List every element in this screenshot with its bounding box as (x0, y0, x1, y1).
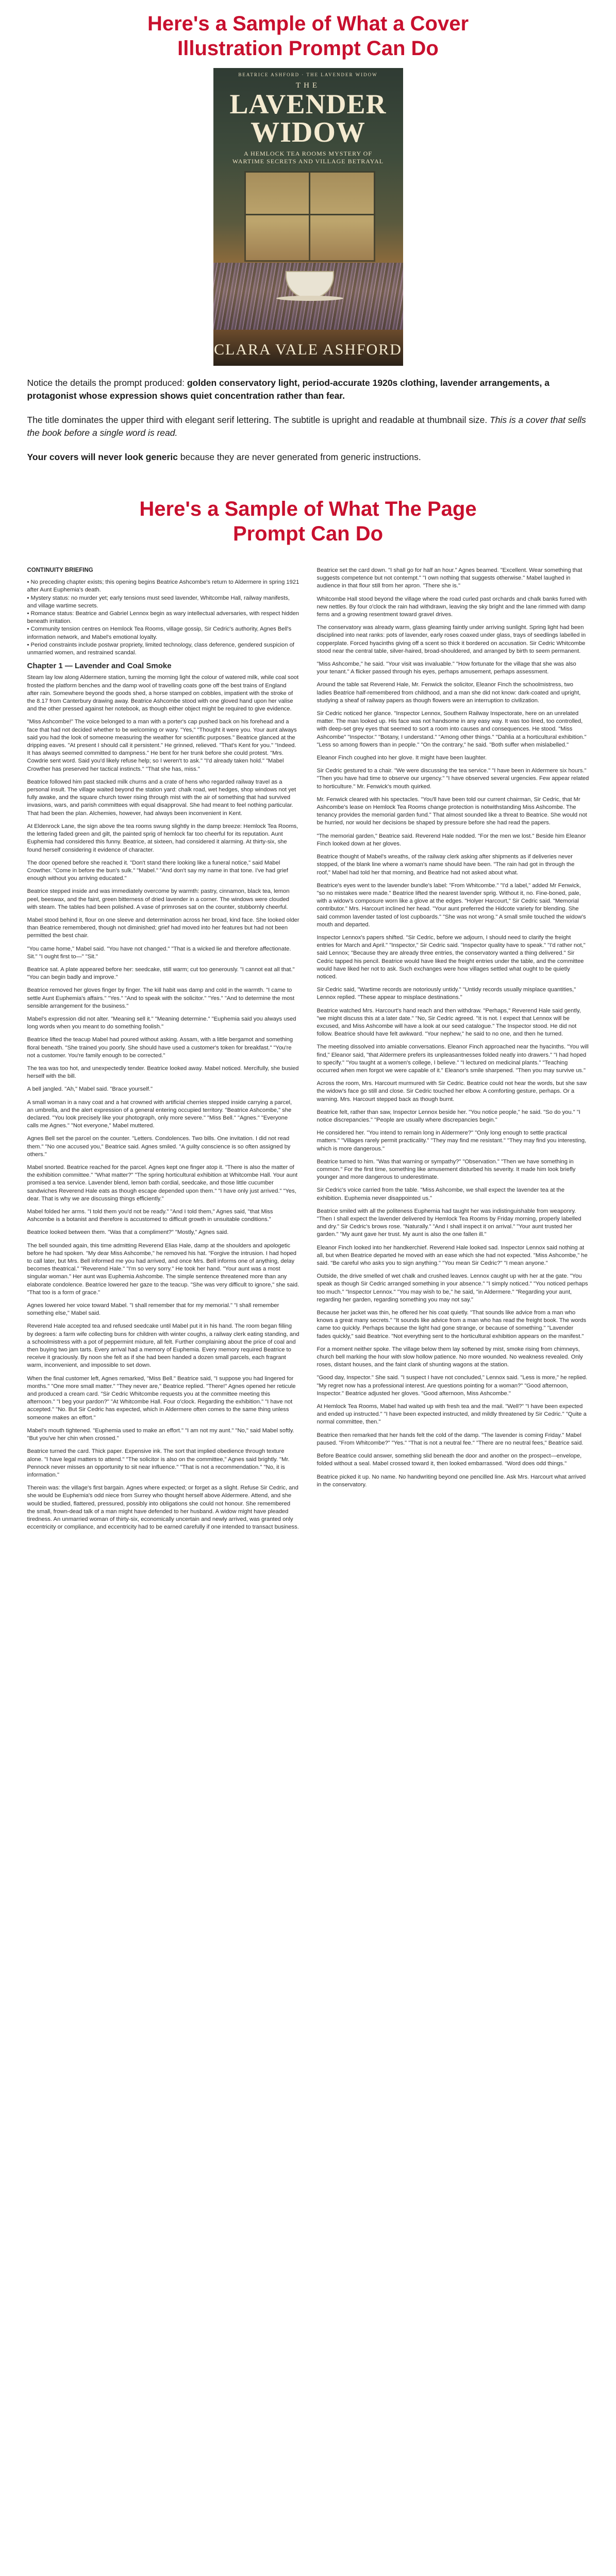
story-paragraph: Outside, the drive smelled of wet chalk and crushed leaves. Lennox caught up with her at the gate. "You speak as though Sir Cedric arranged something in your absence." "I simply noticed." "You noticed perhaps too much." "Inspector Lennox." "You may wish to be," he said, "in Aldermere." "Regarding your aunt, regarding her garden, regarding something you may not say." (317, 1273, 588, 1303)
para-text: The title dominates the upper third with elegant serif lettering. The subtitle is upright and readable at thumbnail size. (27, 415, 490, 425)
sample-page-text (27, 567, 589, 1536)
story-paragraph: Beatrice turned to him. "Was that warning or sympathy?" "Observation." "Then we have something in common." For the first time, something like amusement disturbed his severity. It made him look briefly younger and more dangerous to underestimate. (317, 1158, 576, 1181)
right-column (317, 567, 589, 1536)
cover-subtitle-line-2: WARTIME SECRETS AND VILLAGE BETRAYAL (232, 158, 384, 165)
story-paragraph: Sir Cedric's voice carried from the table. "Miss Ashcombe, we shall expect the lavender tea at the exhibition. Euphemia never disappointed us." (317, 1187, 565, 1201)
left-column (27, 567, 299, 1536)
story-paragraph: A bell jangled. "Ah," Mabel said. "Brace yourself." (27, 1086, 153, 1093)
story-paragraph: Beatrice felt, rather than saw, Inspector Lennox beside her. "You notice people," he said. "So do you." "I notice discrepancies." "People are usually where discrepancies begin." (317, 1109, 580, 1123)
story-paragraph: He considered her. "You intend to remain long in Aldermere?" "Only long enough to settle practical matters." "Villages rarely permit practicality." "They may find me resistant." "They may find you interesting, which is more dangerous." (317, 1130, 587, 1152)
story-paragraph: Around the table sat Reverend Hale, Mr. Fenwick the solicitor, Eleanor Finch the schoolmistress, two ladies Beatrice half-remembered from childhood, and a man she did not know: dark-coated and upright, studying a sheaf of railway papers as though flowers were an interruption to civilization. (317, 682, 581, 704)
story-paragraph: Beatrice's eyes went to the lavender bundle's label: "From Whitcombe." "I'd a label," added Mr Fenwick, "so no mistakes were made." Beatrice lifted the nearest lavender sprig. Without it, no. Fine-boned, pale, with a widow's composure worn like a glove at the edges. "Holyer Harcourt," Sir Cedric said. "Memorial contributor." Mrs. Harcourt inclined her head. "Your aunt preferred the Hidcote variety for blending. She said common lavender tasted of lost cupboards." "She was not wrong." A small smile touched the widow's mouth and departed. (317, 882, 586, 928)
story-paragraph: Beatrice turned the card. Thick paper. Expensive ink. The sort that implied obedience through texture alone. "I have legal matters to attend." "The solicitor is also on the committee," Agnes said brightly. "Mr. Pennock never misses an opportunity to sit near influence." "That is not a recommendation." "No, it is information." (27, 1448, 290, 1478)
story-paragraph: Beatrice smiled with all the politeness Euphemia had taught her was indistinguishable from weaponry. "Then I shall expect the lavender delivered by Hemlock Tea Rooms by Friday morning, properly labelled and dry." Sir Cedric's brows rose. "Naturally." "And I shall inspect it on arrival." "Your aunt trusted her garden." "My aunt gave her trust. My aunt is also the one fallen ill." (317, 1208, 581, 1238)
story-paragraph: Beatrice watched Mrs. Harcourt's hand reach and then withdraw. "Perhaps," Reverend Hale said gently, "we might discuss this at a later date." "No, Sir Cedric agreed. "It is not. I expect that Lennox will be excused, and Miss Ashcombe will have a look at our seed catalogue." The Inspector stood. He did not follow. Beatrice should have felt awkward. "Your nephew," he said to no one, and then he turned. (317, 1007, 581, 1038)
para-text: because they are never generated from generic instructions. (177, 452, 421, 462)
story-paragraph: At Hemlock Tea Rooms, Mabel had waited up with fresh tea and the mail. "Well?" "I have been expected and ended up instructed." "I have been expected instructed, and mildly threatened by Sir Cedric." "Quite a normal committee, then." (317, 1403, 587, 1426)
story-paragraph: • No preceding chapter exists; this opening begins Beatrice Ashcombe's return to Aldermere in spring 1921 after Aunt Euphemia's death. • Mystery status: no murder yet; early tensions must seed lavender, Whitcombe Hall, railway manifests, and village wartime secrets. • Romance status: Beatrice and Gabriel Lennox begin as wary intellectual adversaries, with respect hidden beneath irritation. • Community tension centres on Hemlock Tea Rooms, village gossip, Sir Cedric's authority, Agnes Bell's information network, and Mabel's emotional loyalty. • Period constraints include postwar propriety, limited technology, class deference, gendered suspicion of unmarried women, and restrained scandal. (27, 579, 299, 656)
cover-title-paragraph (27, 414, 589, 439)
story-paragraph: Because her jacket was thin, he offered her his coat quietly. "That sounds like advice from a man who knows a great many secrets." "It sounds like advice from a man who has read the freight book. The words came too quickly. Perhaps because the light had gone strange, or because of something." "Lavender fades quickly," said Beatrice. "Not everything sent to the horticultural exhibition appears on the manifest." (317, 1310, 587, 1340)
story-paragraph: The door opened before she reached it. "Don't stand there looking like a funeral notice," said Mabel Crowther. "Come in before the bun's sulk." "Mabel." "And don't say my name in that tone. I've had grief enough without you arriving educated." (27, 859, 288, 882)
story-paragraph: Mr. Fenwick cleared with his spectacles. "You'll have been told our current chairman, Sir Cedric, that Mr Ashcombe's lease on Hemlock Tea Rooms change protection is notwithstanding Miss Ashcombe. The tenancy provides the memorial garden fund." That almost sounded like a threat to Beatrice. She would not be hurried, nor would her decisions be shaped by pressure before she had read the papers. (317, 796, 587, 826)
story-paragraph: The tea was too hot, and unexpectedly tender. Beatrice looked away. Mabel noticed. Mercifully, she busied herself with the bill. (27, 1065, 299, 1080)
cover-top-line: BEATRICE ASHFORD · THE LAVENDER WIDOW (238, 72, 378, 77)
story-paragraph: Agnes Bell set the parcel on the counter. "Letters. Condolences. Two bills. One invitation. I did not read them." "No one accused you," Beatrice said. Agnes smiled. "A guilty conscience is so often assigned by others." (27, 1136, 291, 1158)
cover-details-paragraph (27, 377, 589, 402)
story-paragraph: "The memorial garden," Beatrice said. Reverend Hale nodded. "For the men we lost." Beside him Eleanor Finch looked down at her gloves. (317, 833, 586, 847)
cover-generic-paragraph (27, 451, 589, 464)
continuity-briefing-title: CONTINUITY BRIEFING (27, 567, 93, 573)
story-paragraph: Beatrice then remarked that her hands felt the cold of the damp. "The lavender is coming Friday." Mabel paused. "From Whitcombe?" "Yes." "That is not a neutral fee." "There are no neutral fees," Beatrice said. (317, 1432, 584, 1446)
story-paragraph: Inspector Lennox's papers shifted. "Sir Cedric, before we adjourn, I should need to clarify the freight entries for March and April." "Inspector," Sir Cedric said. "Inspector quality have to speak." "I'd rather not," said Lennox; "Because they are already three entries, the conservatory wanted a thing delivered." Sir Cedric tapped his pencil. Beatrice would have liked the freight entries under the table, and the committee would have liked her not to ask. Such exchanges were how villages settled what ought to be quietly noticed. (317, 934, 586, 980)
cover-title-line-1: LAVENDER (229, 89, 387, 120)
cover-image-wrapper (0, 68, 616, 368)
story-paragraph: Beatrice set the card down. "I shall go for half an hour." Agnes beamed. "Excellent. Wear something that suggests competence but not contempt." "I own nothing that suggests otherwise." Mabel laughed in audience in that flour still from her apron. "There she is." (317, 567, 582, 589)
story-paragraph: A small woman in a navy coat and a hat crowned with artificial cherries stepped inside carrying a parcel, an umbrella, and the alert expression of a general entering occupied territory. "Beatrice Ashcombe," she declared. "You look precisely like your photograph, only more severe." "Miss Bell." "Agnes." "Everyone calls me Agnes." "Not everyone," Mabel muttered. (27, 1099, 292, 1129)
story-paragraph: The conservatory was already warm, glass gleaming faintly under arriving sunlight. Spring light had been disciplined into neat ranks: pots of lavender, early roses coaxed under glass, trays of seedlings labelled in copperplate. Forced hyacinths giving off a scent so thick it bordered on accusation. Sir Cedric Whitcombe stood near the central table, silver-haired, broad-shouldered, and arranged by birth to seem permanent. (317, 624, 586, 654)
story-paragraph: Beatrice followed him past stacked milk churns and a crate of hens who regarded railway travel as a personal insult. The village waited beyond the station yard: chalk road, wet hedges, shop windows not yet fully awake, and the square church tower rising through mist with the air of something that had survived invasions, wars, and parish committees with equal disapproval. She had meant to feel nothing particular. That had been the plan. Alchemies, however, had always been inconvenient in Kent. (27, 778, 296, 817)
story-paragraph: Mabel folded her arms. "I told them you'd not be ready." "And I told them," Agnes said, "that Miss Ashcombe is a botanist and therefore is accustomed to difficult growth in unsuitable conditions." (27, 1209, 273, 1223)
cover-explanation (27, 377, 589, 464)
book-cover-image (213, 68, 403, 366)
cover-sample-headline: Here's a Sample of What a Cover Illustration Prompt Can Do (147, 12, 469, 60)
cover-conservatory-window (244, 171, 375, 262)
story-paragraph: Before Beatrice could answer, something slid beneath the door and another on the prospect—envelope, folded without a seal. Mabel crossed toward it, then looked embarrassed. "Word does odd things." (317, 1453, 582, 1467)
story-paragraph: "You came home," Mabel said. "You have not changed." "That is a wicked lie and therefore affectionate. Sit." "I ought first to—" "Sit." (27, 945, 291, 960)
story-paragraph: Beatrice picked it up. No name. No handwriting beyond one pencilled line. Ask Mrs. Harcourt what arrived in the conservatory. (317, 1473, 586, 1488)
story-paragraph: When the final customer left, Agnes remarked, "Miss Bell." Beatrice said, "I suppose you had lingered for months." "One more small matter." "They never are," Beatrice replied. "There!" Agnes opened her reticule and produced a cream card. "Sir Cedric Whitcombe requests you at the committee meeting this afternoon." "I beg your pardon?" "At Whitcombe Hall. Four o'clock. Regarding the exhibition." "I have not accepted." "No. But Sir Cedric has expected, which in Aldermere often comes to the same thing unless someone makes an effort." (27, 1375, 296, 1421)
story-paragraph: Sir Cedric gestured to a chair. "We were discussing the tea service." "I have been in Aldermere six hours." "Then you have had time to observe our urgency." "I have observed several urgencies. Few appear related to horticulture." Mr. Fenwick's mouth quirked. (317, 768, 589, 790)
para-bold: golden conservatory light, period-accurate 1920s clothing, lavender arrangements, a protagonist whose expression shows quiet concentration rather than fear. (27, 378, 550, 401)
story-paragraph: The bell sounded again, this time admitting Reverend Elias Hale, damp at the shoulders and apologetic before he had spoken. "My dear Miss Ashcombe," he removed his hat. "Forgive the intrusion. I had hoped to call later, but Mrs. Bell informed me you had arrived, and once Mrs. Bell informs one of anything, delay becomes theatrical." "Reverend Hale." "I'm so very sorry." He took her hand. "Your aunt was a most singular woman." Her aunt was Euphemia Ashcombe. The simple sentence threatened more than any elaborate condolence. Beatrice lowered her gaze to the teacup. "She was very difficult to ignore," she said. "That too is a form of grace." (27, 1242, 299, 1296)
story-paragraph: Reverend Hale accepted tea and refused seedcake until Mabel put it in his hand. The room began filling by degrees: a farm wife collecting buns for children with winter coughs, a railway clerk eating standing, and a schoolmistress with a pot of peppermint mixture, all felt. Further complaining about the price of coal and then buying two jam tarts. Every arrival had a memory of Euphemia. Every memory required Beatrice to receive it graciously. By noon she felt as if she had been handed a dozen small parcels, each fragrant warm, inconvenient, and impossible to set down. (27, 1323, 299, 1369)
story-paragraph: The meeting dissolved into amiable conversations. Eleanor Finch approached near the hyacinths. "You will find," Eleanor said, "that Aldermere prefers its unpleasantnesses folded neatly into drawers." "I had hoped to specify." "You taught at a women's college, I believe." "I lectured on medicinal plants." "Teaching occurred when men forgot we were capable of it." Eleanor's smile sharpened. "Then you may survive us." (317, 1044, 589, 1074)
para-lead: Notice the details the prompt produced: (27, 378, 187, 388)
story-paragraph: Across the room, Mrs. Harcourt murmured with Sir Cedric. Beatrice could not hear the words, but she saw the widow's face go still and close. Sir Cedric touched her elbow. A comforting gesture, perhaps. Or a warning. Mrs. Harcourt stepped back as though burnt. (317, 1080, 587, 1103)
story-paragraph: Mabel stood behind it, flour on one sleeve and determination across her broad, kind face. She looked older than Beatrice remembered, though not diminished; grief had moved into her features but had not been permitted the best chair. (27, 917, 299, 939)
story-paragraph: For a moment neither spoke. The village below them lay softened by mist, smoke rising from chimneys, church bell marking the hour with slow hollow patience. No more wounded. No weakness revealed. Only roses, distant houses, and the faint clank of shunting wagons at the station. (317, 1346, 583, 1368)
story-paragraph: "Miss Ashcombe!" The voice belonged to a man with a porter's cap pushed back on his forehead and a face that had not decided whether to be welcoming or wary. "Yes," "Thought it were you. Your aunt always said you had the look of someone measuring the weather for scientific purposes." Beatrice glanced at the dripping eaves. "At present I should call it persistent." He grinned, relieved. "That's Kent for you." "Indeed. It has always seemed committed to dampness." He bent for her trunk before she could protest. "Mrs. Cowdrie sent word. Said you'd likely refuse help; so I weren't to ask." "I'd already taken hold." "Mabel Crowther has preserved her tactical instincts." "That she has, miss." (27, 719, 297, 772)
para-bold: Your covers will never look generic (27, 452, 178, 462)
story-paragraph: Beatrice removed her gloves finger by finger. The kill habit was damp and cold in the warmth. "I came to settle Aunt Euphemia's affairs." "Yes." "And to speak with the solicitor." "Yes." "And to determine the most sensible arrangement for the business." (27, 987, 295, 1009)
cover-title-the: THE (295, 81, 321, 90)
story-paragraph: Beatrice thought of Mabel's wreaths, of the railway clerk asking after shipments as if deliveries never stopped, of the blank line where a woman's name should have been. "The rain had got in through the roof," Mabel had told her that morning, and Beatrice had not asked about what. (317, 854, 575, 876)
cover-subtitle-line-1: A HEMLOCK TEA ROOMS MYSTERY OF (243, 150, 373, 157)
story-paragraph: "Miss Ashcombe," he said. "Your visit was invaluable." "How fortunate for the village that she was also your tenant." A flicker passed through his eyes, perhaps amusement, perhaps assessment. (317, 661, 576, 675)
story-paragraph: "Good day, Inspector." She said. "I suspect I have not concluded," Lennox said. "Less is more," he replied. "My regret now has a professional interest. Are questions pointing for a woman?" "Good afternoon, Inspector." Beatrice adjusted her gloves. "Good afternoon, Miss Ashcombe." (317, 1375, 588, 1397)
story-paragraph: Therein was: the village's first bargain. Agnes where expected; or forget as a slight. Refuse Sir Cedric, and she would be Euphemia's odd niece from Surrey who thought herself above Aldermere. Attend, and she would be studied, flattered, pressured, possibly into obligations she could not honour. She remembered the small, frown-dead talk of a man might have defended to her husband. A widow might have pleaded tiredness. An unmarried woman of thirty-six, economically uncertain and newly arrived, was granted only eccentricity or compliance, and eccentricity had to be earned carefully if one intended to transact business. (27, 1485, 299, 1531)
story-paragraph: Agnes lowered her voice toward Mabel. "I shall remember that for my memorial." "I shall remember something else," Mabel said. (27, 1302, 279, 1317)
story-paragraph: Sir Cedric said, "Wartime records are notoriously untidy." "Untidy records usually misplace quantities," Lennox replied. "These appear to misplace destinations." (317, 987, 576, 1001)
story-paragraph: Mabel's mouth tightened. "Euphemia used to make an effort." "I am not my aunt." "No," said Mabel softly. "But you've her chin when crossed." (27, 1427, 294, 1442)
para-emphasis: This is a cover that sells the book before a single word is read. (27, 415, 586, 438)
story-paragraph: Steam lay low along Aldermere station, turning the morning light the colour of watered milk, while coal soot frosted the platform benches and the damp wool of travelling coats gone off the best trains of England after rain. Somewhere beyond the goods shed, a horse stamped on cobbles, impatient with the stroke of the 8.17 from Canterbury drawing away. Beatrice Ashcombe stood with one gloved hand upon her valise and the other pressed against her notebook, as though either object might be required to give evidence. (27, 674, 299, 713)
story-paragraph: At Eldenrock Lane, the sign above the tea rooms swung slightly in the damp breeze: Hemlock Tea Rooms, the lettering faded green and gilt, the painted sprig of hemlock far too cheerful for its reputation. Aunt Euphemia had considered this funny. Beatrice, at sixteen, had considered it alarming. At thirty-six, she found herself considering it evidence of character. (27, 823, 298, 853)
story-paragraph: Beatrice sat. A plate appeared before her: seedcake, still warm; cut too generously. "I cannot eat all that." "You can begin badly and improve." (27, 966, 295, 981)
story-paragraph: Beatrice stepped inside and was immediately overcome by warmth: pastry, cinnamon, black tea, lemon peel, beeswax, and the faint, green bitterness of dried lavender in a corner. The windows were clouded with steam. The tables had been polished. A vase of primroses sat on the counter, stubbornly cheerful. (27, 888, 290, 910)
story-paragraph: Whitcombe Hall stood beyond the village where the road curled past orchards and chalk banks furred with new nettles. By four o'clock the rain had withdrawn, leaving the sky bright and the lane rimmed with damp ferns and a growing resentment toward gravel drives. (317, 596, 587, 618)
story-paragraph: Eleanor Finch looked into her handkerchief. Reverend Hale looked sad. Inspector Lennox said nothing at all, but when Beatrice departed he moved with an ease which she had not expected. "Miss Ashcombe," he said. "Be careful who asks you to sign anything." "You mean Sir Cedric?" "I mean anyone." (317, 1244, 588, 1267)
story-paragraph: Mabel snorted. Beatrice reached for the parcel. Agnes kept one finger atop it. "There is also the matter of the exhibition committee." "What matter?" "The spring horticultural exhibition at Whitcombe Hall. Your aunt promised a tea service. Lavender blend, lemon bath cordial, seedcake, and those little cucumber sandwiches Reverend Hale eats as though escape depended upon them." "I have only just arrived." "Yes, dear. That is why we are discussing things efficiently." (27, 1164, 298, 1202)
story-paragraph: Sir Cedric noticed her glance. "Inspector Lennox, Southern Railway Inspectorate, here on an unrelated matter. The man looked up. His face was not handsome in any easy way. It was too lined, too controlled, with deep-set grey eyes that seemed to sort a room into causes and consequences. He stood. "Miss Ashcombe" "Inspector." "Botany, I understand." "Among other things." "Dahlia at a horticultural exhibition." "Less so among flowers than in people." "On the contrary," he said. "Both suffer when mislabelled." (317, 710, 587, 748)
cover-title-line-2: WIDOW (251, 116, 365, 148)
chapter-title: Chapter 1 — Lavender and Coal Smoke (27, 662, 172, 671)
page-sample-headline: Here's a Sample of What The Page Prompt Can Do (139, 498, 477, 545)
cover-author-name: CLARA VALE ASHFORD (214, 341, 402, 358)
story-paragraph: Beatrice lifted the teacup Mabel had poured without asking. Assam, with a little bergamot and something floral beneath. "She trained you poorly. She should have used a customer's token for breakfast." "You're not a customer. You're family enough to be corrected." (27, 1037, 293, 1059)
story-paragraph: Mabel's expression did not alter. "Meaning sell it." "Meaning determine." "Euphemia said you always used long words when you meant to do something foolish." (27, 1015, 296, 1030)
story-paragraph: Beatrice looked between them. "Was that a compliment?" "Mostly," Agnes said. (27, 1229, 229, 1236)
story-paragraph: Eleanor Finch coughed into her glove. It might have been laughter. (317, 755, 487, 761)
